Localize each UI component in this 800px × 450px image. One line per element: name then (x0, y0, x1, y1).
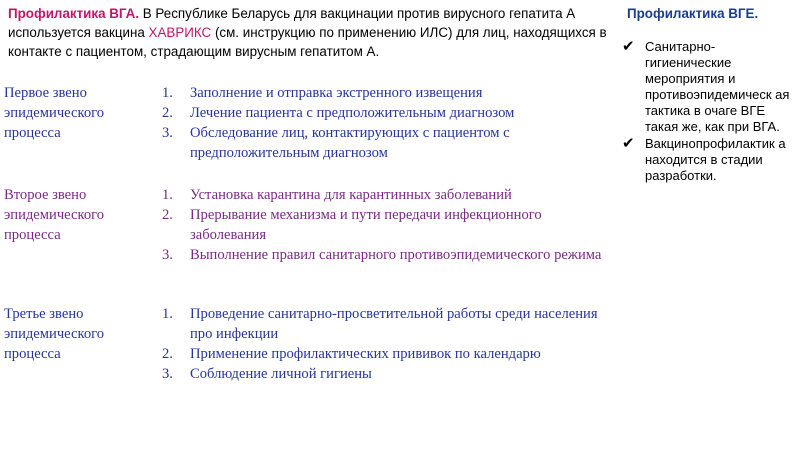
item-number: 3. (162, 247, 173, 263)
item-number: 2. (162, 207, 173, 223)
item-number: 2. (162, 105, 173, 121)
check-icon: ✔ (622, 134, 635, 152)
list-item (162, 205, 602, 245)
item-text: Выполнение правил санитарного противоэпидемического режима (190, 247, 602, 263)
section-first-link (0, 83, 612, 183)
check-icon: ✔ (622, 38, 635, 55)
measure-list (162, 83, 602, 163)
item-text: Соблюдение личной гигиены (190, 366, 372, 382)
intro-text-2: (см. инструкцию по применению ИЛС) для лиц, находящихся в контакте с пациентом, страдающим вирусным гепатитом А. (8, 25, 607, 59)
item-text: Применение профилактических прививок по календарю (190, 346, 541, 362)
list-item (162, 245, 602, 265)
section-second-link (0, 185, 612, 290)
item-number: 2. (162, 346, 173, 362)
hev-list (612, 39, 798, 184)
item-text: Обследование лиц, контактирующих с пациентом с предположительным диагнозом (190, 125, 510, 161)
item-text: Лечение пациента с предположительным диагнозом (190, 105, 515, 121)
list-item (162, 364, 602, 384)
stage-label: Первое звено эпидемического процесса (4, 85, 105, 141)
section-third-link (0, 304, 612, 384)
intro-paragraph (8, 4, 608, 61)
item-number: 1. (162, 187, 173, 203)
hev-prevention-panel (612, 4, 798, 184)
hev-item-text: Вакцинопрофилактик а находится в стадии разработки. (645, 135, 786, 183)
item-number: 3. (162, 125, 173, 141)
list-item (162, 103, 602, 123)
list-item (162, 123, 602, 163)
hev-list-item (612, 39, 798, 136)
intro-text-1: В Республике Беларусь для вакцинации против вирусного гепатита А используется вакцина (8, 6, 576, 40)
measure-list (162, 185, 602, 265)
item-number: 1. (162, 306, 173, 322)
intro-title: Профилактика ВГА. (8, 6, 140, 21)
item-text: Установка карантина для карантинных заболеваний (190, 187, 512, 203)
item-text: Заполнение и отправка экстренного извещения (190, 85, 483, 101)
hev-title: Профилактика ВГЕ. (627, 6, 759, 21)
vaccine-name: ХАВРИКС (148, 25, 212, 40)
hev-item-text: Санитарно-гигиенические мероприятия и противоэпидемическ ая тактика в очаге ВГЕ такая же, как при ВГА. (645, 39, 790, 135)
list-item (162, 304, 602, 344)
hev-list-item (612, 136, 798, 184)
stage-label: Второе звено эпидемического процесса (4, 187, 105, 243)
list-item (162, 344, 602, 364)
list-item (162, 83, 602, 103)
list-item (162, 185, 602, 205)
stage-label: Третье звено эпидемического процесса (4, 306, 105, 362)
item-number: 3. (162, 366, 173, 382)
item-number: 1. (162, 85, 173, 101)
measure-list (162, 304, 602, 384)
item-text: Проведение санитарно-просветительной работы среди населения про инфекции (190, 306, 598, 342)
item-text: Прерывание механизма и пути передачи инфекционного заболевания (190, 207, 542, 243)
